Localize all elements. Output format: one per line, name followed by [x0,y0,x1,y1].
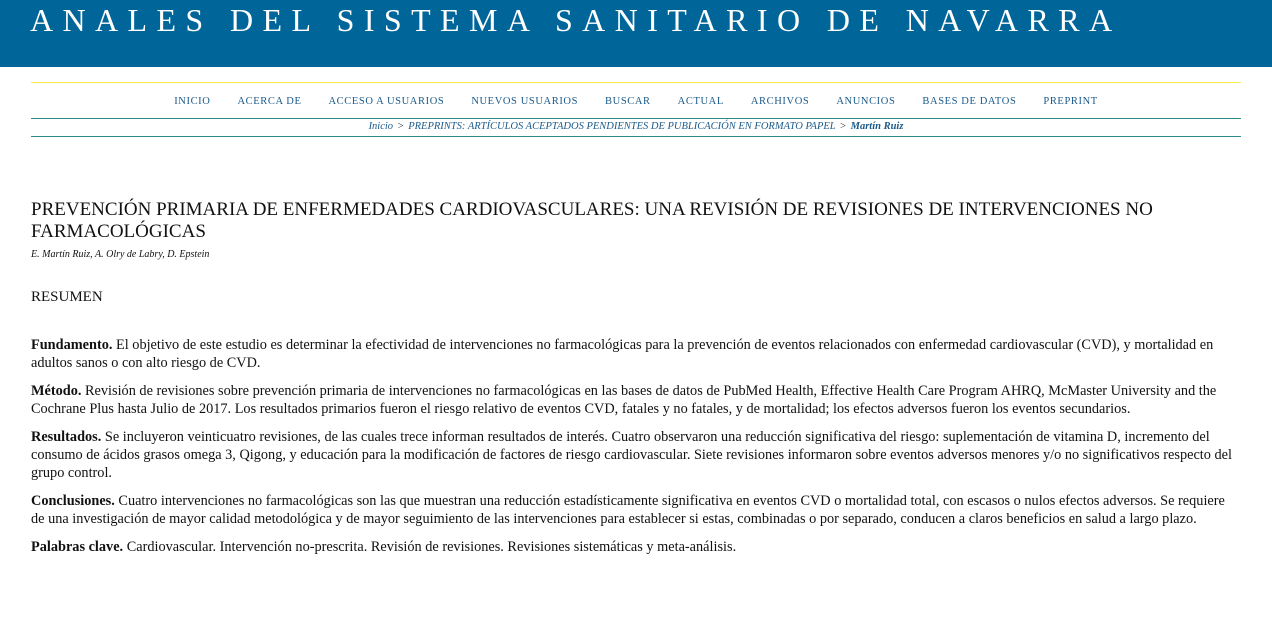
article-authors: E. Martín Ruiz, A. Olry de Labry, D. Epstein [31,249,210,260]
abstract-section-conclusiones [31,492,1241,528]
abstract-section-metodo [31,382,1241,418]
nav-menu [31,96,1241,107]
abstract-section-text: Cuatro intervenciones no farmacológicas son las que muestran una reducción estadísticamente significativa en eventos CVD o mortalidad total, con escasos o nulos efectos adversos. Se requiere de una investigación de mayor calidad metodológica y de mayor seguimiento de las intervenciones para establecer si estas, combinadas o por separado, conducen a claros beneficios en salud a largo plazo. [31,493,1225,527]
main-navigation [31,82,1241,119]
nav-item-inicio[interactable]: INICIO [174,96,211,107]
breadcrumb-separator: > [840,121,846,132]
abstract-section-fundamento [31,336,1241,372]
breadcrumb-separator: > [397,121,404,132]
nav-item-archivos[interactable]: ARCHIVOS [750,96,810,107]
abstract-body [31,336,1241,566]
breadcrumb-section-link[interactable]: PREPRINTS: ARTÍCULOS ACEPTADOS PENDIENTES DE PUBLICACIÓN EN FORMATO PAPEL [408,121,836,132]
nav-item-acerca-de[interactable]: ACERCA DE [237,96,302,107]
abstract-section-resultados [31,428,1241,482]
nav-item-bases-de-datos[interactable]: BASES DE DATOS [922,96,1017,107]
abstract-section-text: Cardiovascular. Intervención no-prescrita. Revisión de revisiones. Revisiones sistemáticas y meta-análisis. [123,539,737,555]
nav-item-acceso-usuarios[interactable]: ACCESO A USUARIOS [328,96,445,107]
nav-item-actual[interactable]: ACTUAL [677,96,724,107]
abstract-section-label: Fundamento. [31,337,113,353]
nav-item-buscar[interactable]: BUSCAR [605,96,651,107]
nav-item-preprint[interactable]: PREPRINT [1043,96,1098,107]
abstract-section-label: Método. [31,383,82,399]
abstract-section-text: El objetivo de este estudio es determinar la efectividad de intervenciones no farmacológicas para la prevención de eventos relacionados con enfermedad cardiovascular (CVD), y mortalidad en adultos sanos o con alto riesgo de CVD. [31,337,1214,371]
abstract-heading: RESUMEN [31,289,103,305]
site-header [0,0,1272,67]
breadcrumb [31,118,1241,137]
abstract-section-label: Conclusiones. [31,493,115,509]
abstract-section-palabras-clave [31,538,1241,556]
article-title: PREVENCIÓN PRIMARIA DE ENFERMEDADES CARDIOVASCULARES: UNA REVISIÓN DE REVISIONES DE INTERVENCIONES NO FARMACOLÓGICAS [31,199,1153,242]
abstract-section-text: Se incluyeron veinticuatro revisiones, de las cuales trece informan resultados de interés. Cuatro observaron una reducción significativa del riesgo: suplementación de vitamina D, incremento del consumo de ácidos grasos omega 3, Qigong, y educación para la modificación de factores de riesgo cardiovascular. Siete revisiones informaron sobre eventos adversos menores y/o no significativos respecto del grupo control. [31,429,1232,481]
breadcrumb-home-link[interactable]: Inicio [368,121,394,132]
site-title[interactable]: ANALES DEL SISTEMA SANITARIO DE NAVARRA [30,2,1122,38]
abstract-section-label: Resultados. [31,429,102,445]
nav-item-anuncios[interactable]: ANUNCIOS [836,96,896,107]
abstract-section-label: Palabras clave. [31,539,124,555]
nav-item-nuevos-usuarios[interactable]: NUEVOS USUARIOS [471,96,579,107]
breadcrumb-current-link[interactable]: Martín Ruiz [850,121,904,132]
abstract-section-text: Revisión de revisiones sobre prevención primaria de intervenciones no farmacológicas en las bases de datos de PubMed Health, Effective Health Care Program AHRQ, McMaster University and the Cochrane Plus hasta Julio de 2017. Los resultados primarios fueron el riesgo relativo de eventos CVD, fatales y no fatales, y de mortalidad; los efectos adversos fueron los eventos secundarios. [31,383,1217,417]
